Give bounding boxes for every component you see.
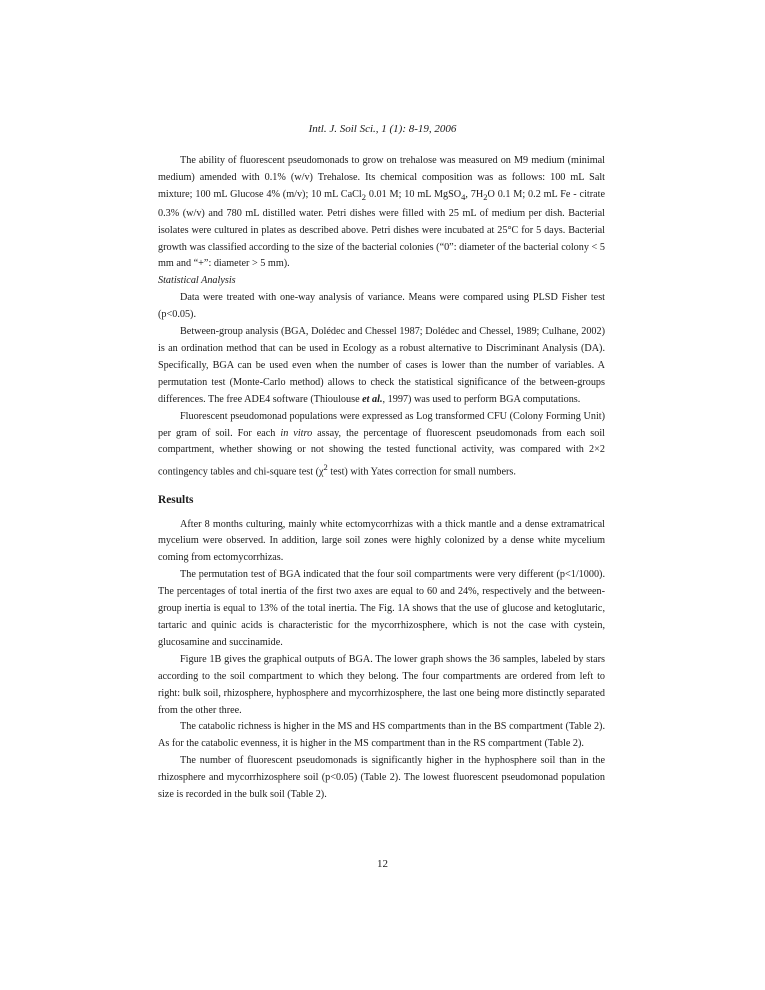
body-text bbox=[158, 153, 605, 804]
section-heading-results: Results bbox=[158, 493, 194, 506]
paragraph-results-3: Figure 1B gives the graphical outputs of BGA. The lower graph shows the 36 samples, labeled by stars according to the soil compartment to which they belong. The four compartments are ordered from left to right: bulk soil, rhizosphere, hyphosphere and mycorrhizosphere, the last one being more distinctly separated from the other three. bbox=[158, 653, 605, 716]
paragraph-results-4: The catabolic richness is higher in the MS and HS compartments than in the BS compartment (Table 2). As for the catabolic evenness, it is higher in the MS compartment than in the RS compartment (Table 2). bbox=[158, 721, 605, 750]
running-header: Intl. J. Soil Sci., 1 (1): 8-19, 2006 bbox=[308, 123, 457, 135]
paragraph-anova: Data were treated with one-way analysis of variance. Means were compared using PLSD Fisher test (p<0.05). bbox=[158, 292, 605, 321]
page-number: 12 bbox=[377, 858, 388, 870]
paragraph-cfu: Fluorescent pseudomonad populations were expressed as Log transformed CFU (Colony Forming Unit) per gram of soil. For each in vitro assay, the percentage of fluorescent pseudomonads from each soil compartment, whether showing or not showing the tested functional activity, was compared with 2×2 contingency tables and chi-square test ($\chi^2$ test) with Yates correction for small numbers. bbox=[158, 410, 605, 478]
paragraph-trehalose-medium: The ability of fluorescent pseudomonads to grow on trehalose was measured on M9 medium (minimal medium) amended with 0.1% (w/v) Trehalose. Its chemical composition was as follows: 100 mL Salt mixture; 100 mL Glucose 4% (m/v); 10 mL CaCl$_2$ 0.01 M; 10 mL MgSO$_4$, $7H_2O$ 0.1 M; 0.2 mL Fe - citrate 0.3% (w/v) and 780 mL distilled water. Petri dishes were filled with 25 mL of medium per dish. Bacterial isolates were cultured in plates as described above. Petri dishes were incubated at 25°C for 5 days. Bacterial growth was classified according to the size of the bacterial colonies (“0”: diameter of the bacterial colony < 5 mm and “+”: diameter > 5 mm). bbox=[158, 155, 606, 270]
subheading-statistical-analysis: Statistical Analysis bbox=[158, 275, 236, 287]
paragraph-bga: Between-group analysis (BGA, Dolédec and Chessel 1987; Dolédec and Chessel, 1989; Culhane, 2002) is an ordination method that can be used in Ecology as a robust alternative to Discriminant Analysis (DA). Specifically, BGA can be used even when the number of cases is lower than the number of variables. A permutation test (Monte-Carlo method) allows to check the statistical significance of the between-groups differences. The free ADE4 software (Thioulouse et al., 1997) was used to perform BGA computations. bbox=[158, 326, 605, 405]
paragraph-results-2: The permutation test of BGA indicated that the four soil compartments were very different (p<1/1000). The percentages of total inertia of the first two axes are equal to 60 and 24%, respectively and the between-group inertia is equal to 13% of the total inertia. The Fig. 1A shows that the use of glucose and ketoglutaric, tartaric and quinic acids is characteristic for the mycorrhizosphere, which is not the case with cystein, glucosamine and succinamide. bbox=[158, 569, 605, 648]
paragraph-results-5: The number of fluorescent pseudomonads is significantly higher in the hyphosphere soil than in the rhizosphere and mycorrhizosphere soil (p<0.05) (Table 2). The lowest fluorescent pseudomonad population size is recorded in the bulk soil (Table 2). bbox=[158, 755, 605, 801]
paragraph-results-1: After 8 months culturing, mainly white ectomycorrhizas with a thick mantle and a dense extramatrical mycelium were observed. In addition, large soil zones were highly colonized by a dense white mycelium coming from ectomycorrhizas. bbox=[158, 518, 605, 564]
